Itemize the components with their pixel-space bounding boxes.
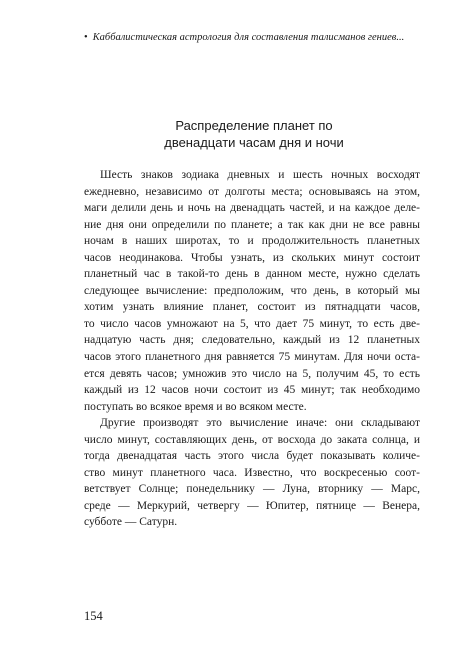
running-head-text: Каббалистическая астрология для составления талисманов гениев...: [92, 32, 405, 43]
paragraph-line: ние дня они определили по планете; а так как дни не все равны: [84, 218, 420, 231]
paragraph-line: ночам в наших широтах, то и продолжительность планетных: [84, 235, 420, 248]
paragraph-line: Другие производят это вычисление иначе: они складывают: [100, 417, 420, 430]
paragraph-line: тогда двенадцатая часть этого числа будет показывать количе-: [84, 450, 420, 463]
chapter-title-line-1: Распределение планет по: [175, 118, 333, 133]
paragraph-line: число минут, составляющих день, от восхода до заката солнца, и: [84, 433, 420, 446]
page-number: 154: [84, 609, 103, 623]
paragraph-line: хотим узнать влияние планет, состоит из пятнадцати часов,: [84, 301, 420, 314]
paragraph-line: субботе — Сатурн.: [84, 516, 178, 529]
paragraph-line: среде — Меркурий, четвергу — Юпитер, пятнице — Венера,: [84, 499, 420, 512]
chapter-title-line-2: двенадцати часам дня и ночи: [164, 135, 344, 150]
running-head-bullet: •: [84, 32, 88, 43]
paragraph-line: ежедневно, независимо от долготы места; основываясь на этом,: [84, 185, 420, 198]
paragraph-line: часов этого планетного дня равняется 75 минутам. Для ночи оста-: [84, 351, 420, 364]
paragraph-1: [84, 167, 420, 415]
paragraph-line: ветствует Солнце; понедельнику — Луна, вторнику — Марс,: [84, 483, 420, 496]
running-head: [84, 32, 414, 43]
paragraph-line: надцатую часть дня; следовательно, каждый из 12 планетных: [84, 334, 420, 347]
chapter-title: [90, 117, 418, 151]
paragraph-line: Шесть знаков зодиака дневных и шесть ночных восходят: [100, 169, 420, 181]
paragraph-line: поступать во всякое время и во всяком месте.: [84, 400, 307, 413]
body-text: [84, 167, 420, 531]
paragraph-line: маги делили день и ночь на двенадцать частей, и на каждое деле-: [84, 202, 420, 215]
paragraph-line: ется девять часов; умножив это число на 5, получим 45, то есть: [84, 367, 420, 380]
paragraph-line: часов неодинакова. Чтобы узнать, из скольких минут состоит: [84, 251, 420, 264]
paragraph-line: каждый из 12 часов ночи состоит из 45 минут; так необходимо: [84, 384, 420, 397]
paragraph-2: [84, 415, 420, 531]
paragraph-line: ство минут планетного часа. Известно, что воскресенью соот-: [84, 466, 420, 479]
paragraph-line: то число часов умножают на 5, что дает 75 минут, то есть две-: [84, 317, 420, 330]
paragraph-line: планетный час в такой-то день в данном месте, нужно сделать: [84, 268, 420, 281]
paragraph-line: следующее вычисление: предположим, что день, в который мы: [84, 284, 420, 297]
